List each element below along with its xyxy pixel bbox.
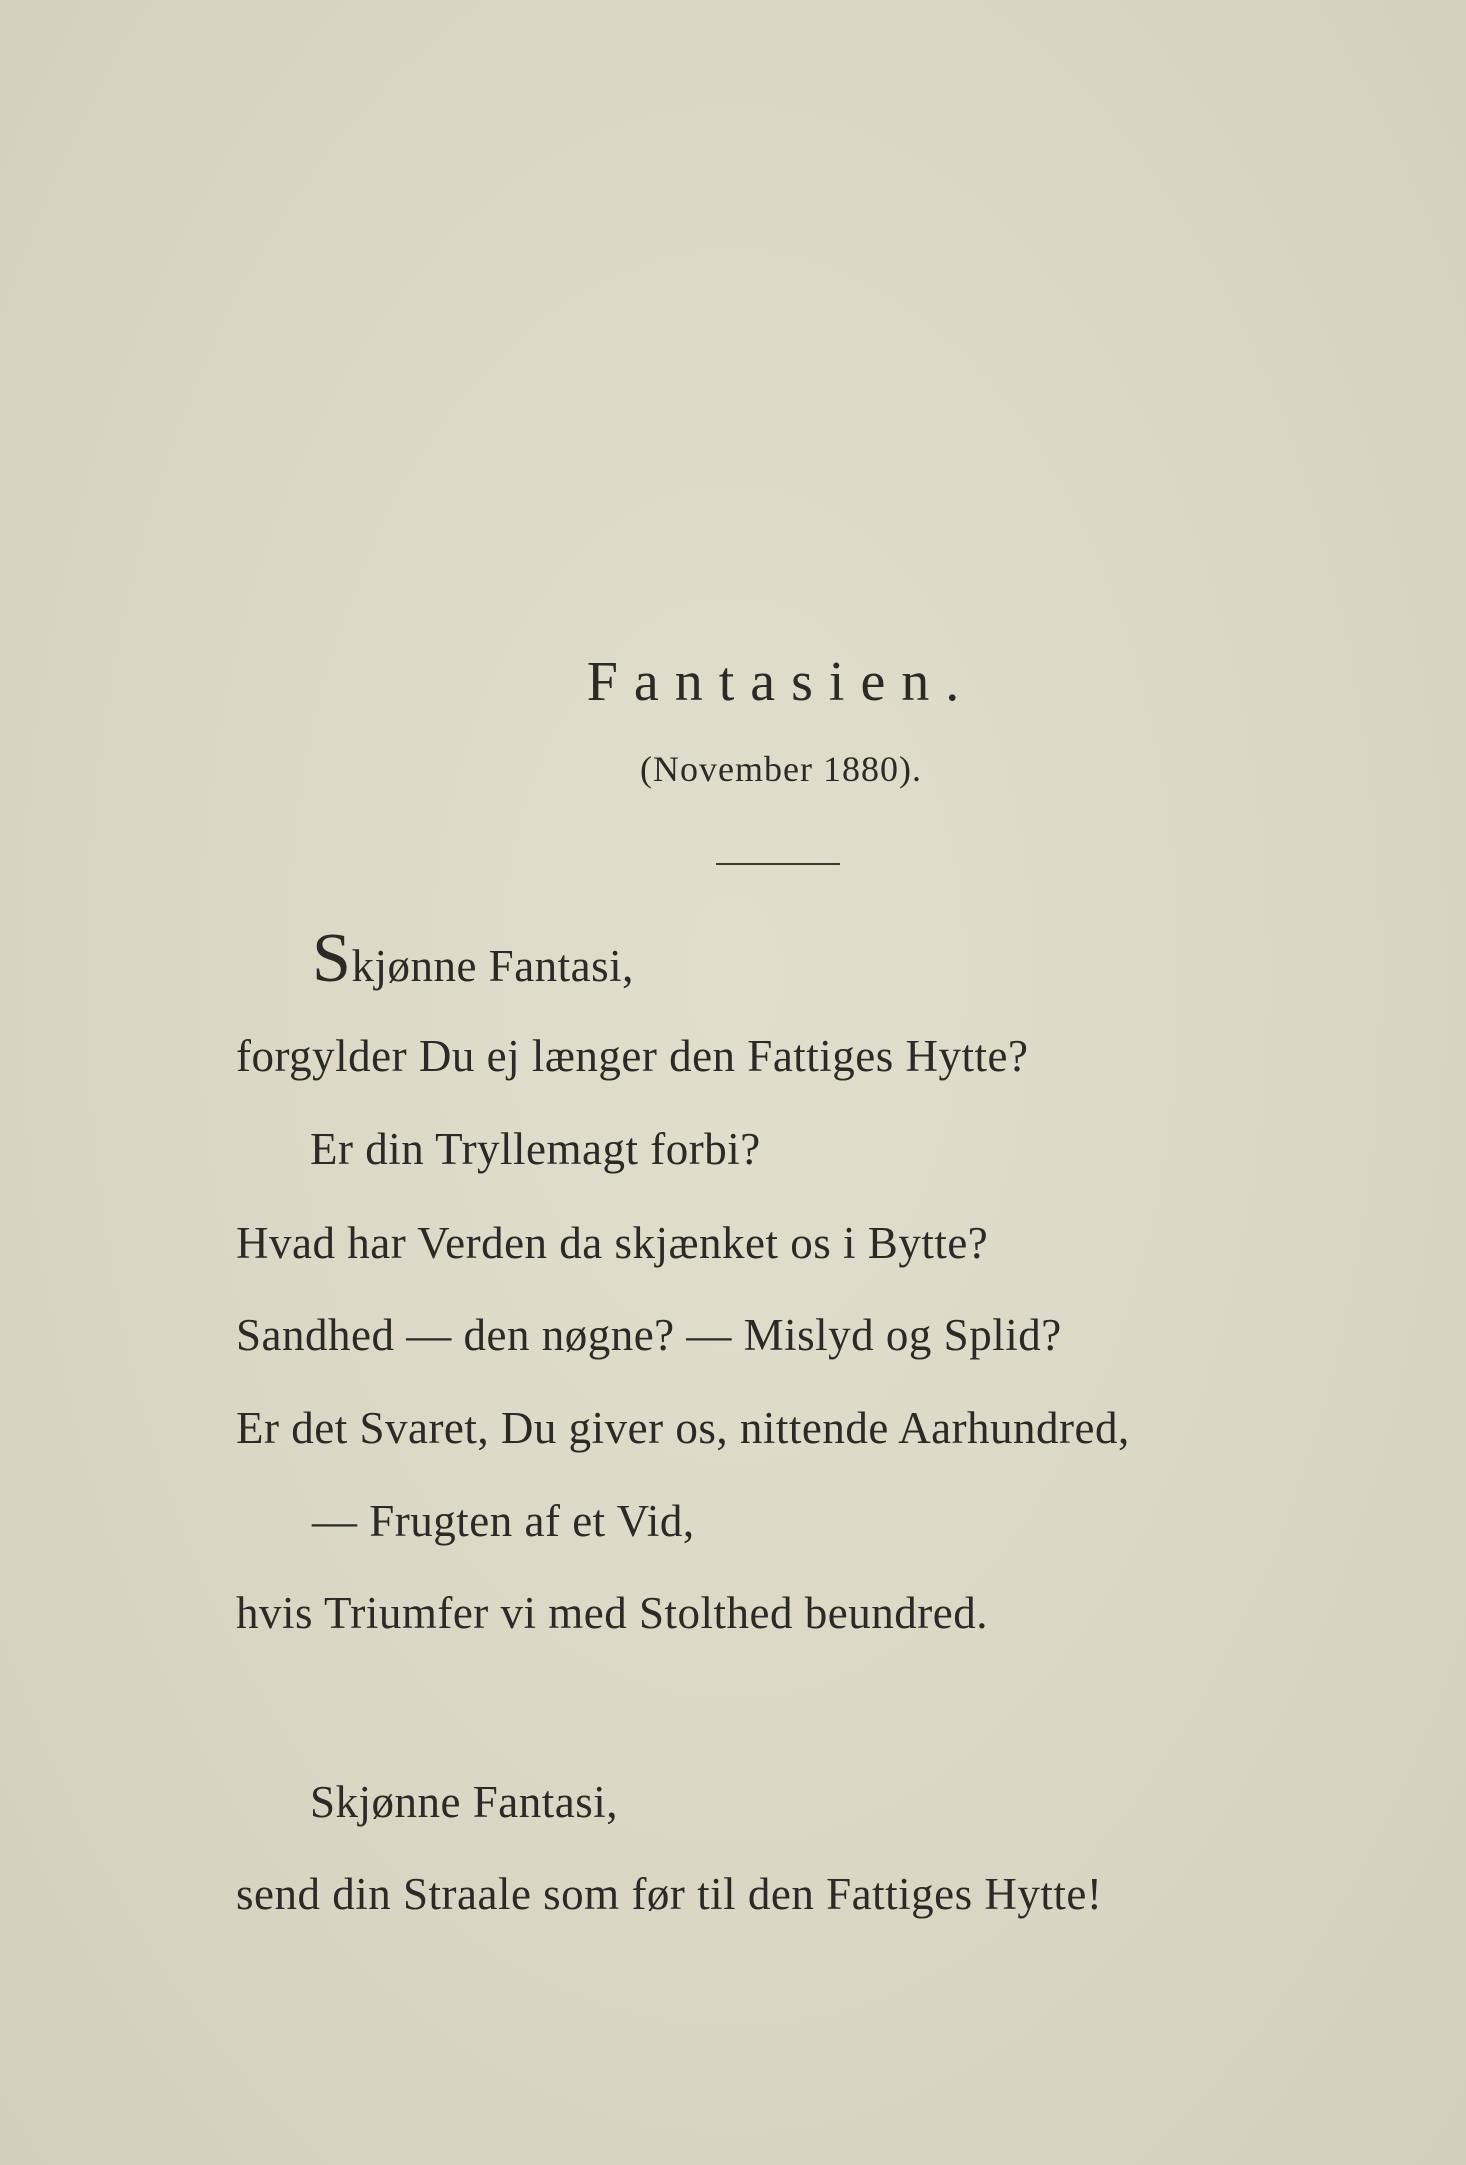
dropcap-letter: S	[312, 920, 352, 997]
poem-title: Fantasien.	[586, 651, 976, 713]
stanza2-line1: Skjønne Fantasi,	[310, 1777, 618, 1827]
stanza1-line4: Hvad har Verden da skjænket os i Bytte?	[236, 1218, 989, 1268]
stanza1-line3: Er din Tryllemagt forbi?	[310, 1124, 761, 1174]
stanza1-line2: forgylder Du ej længer den Fattiges Hytte?	[236, 1031, 1029, 1081]
stanza1-line5: Sandhed — den nøgne? — Mislyd og Splid?	[236, 1310, 1062, 1360]
stanza1-line6: Er det Svaret, Du giver os, nittende Aarhundred,	[236, 1403, 1130, 1453]
stanza1-line1	[312, 920, 634, 997]
poem-date: (November 1880).	[640, 749, 922, 789]
stanza1-line7: — Frugten af et Vid,	[312, 1496, 695, 1546]
stanza1-line8: hvis Triumfer vi med Stolthed beundred.	[236, 1588, 988, 1638]
stanza1-line1-text: kjønne Fantasi,	[351, 941, 634, 991]
stanza2-line2: send din Straale som før til den Fattiges Hytte!	[236, 1869, 1103, 1919]
